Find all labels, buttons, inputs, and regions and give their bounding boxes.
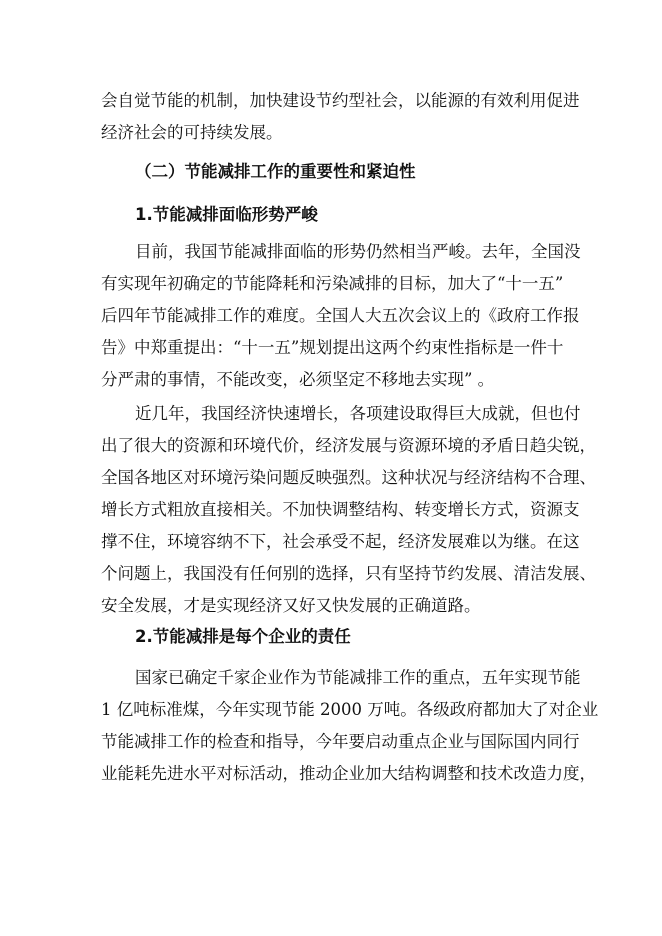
text-line: 有实现年初确定的节能降耗和污染减排的目标，加大了“十一五” bbox=[101, 274, 564, 293]
subheading-1-text: 1.节能减排面临形势严峻 bbox=[135, 205, 318, 224]
paragraph-1 bbox=[101, 236, 581, 396]
text-line: 1 亿吨标准煤，今年实现节能 2000 万吨。各级政府都加大了对企业 bbox=[101, 700, 599, 719]
text-line: 会自觉节能的机制，加快建设节约型社会，以能源的有效利用促进 bbox=[101, 91, 580, 110]
subheading-2-text: 2.节能减排是每个企业的责任 bbox=[135, 627, 351, 646]
text-line: 撑不住，环境容纳不下，社会承受不起，经济发展难以为继。在这 bbox=[101, 532, 580, 551]
text-line: 全国各地区对环境污染问题反映强烈。这种状况与经济结构不合理、 bbox=[101, 468, 596, 487]
text-line: 个问题上，我国没有任何别的选择，只有坚持节约发展、清洁发展、 bbox=[101, 564, 596, 583]
text-line: 业能耗先进水平对标活动，推动企业加大结构调整和技术改造力度， bbox=[101, 764, 596, 783]
text-line: 安全发展，才是实现经济又好又快发展的正确道路。 bbox=[101, 596, 481, 615]
section-heading-text: （二）节能减排工作的重要性和紧迫性 bbox=[135, 162, 416, 181]
text-line: 告》中郑重提出：“十一五”规划提出这两个约束性指标是一件十 bbox=[101, 338, 564, 357]
text-line: 分严肃的事情，不能改变，必须坚定不移地去实现” 。 bbox=[101, 370, 495, 389]
paragraph-2 bbox=[101, 398, 596, 622]
text-line: 后四年节能减排工作的难度。全国人大五次会议上的《政府工作报 bbox=[101, 306, 580, 325]
paragraph-3 bbox=[101, 662, 599, 790]
paragraph-continuation bbox=[101, 85, 580, 149]
subheading-1 bbox=[101, 199, 563, 231]
subheading-2 bbox=[101, 621, 563, 653]
text-line: 出了很大的资源和环境代价，经济发展与资源环境的矛盾日趋尖锐， bbox=[101, 436, 596, 455]
text-line: 增长方式粗放直接相关。不加快调整结构、转变增长方式，资源支 bbox=[101, 500, 580, 519]
section-heading bbox=[101, 156, 563, 188]
text-line: 近几年，我国经济快速增长，各项建设取得巨大成就，但也付 bbox=[135, 404, 581, 423]
text-line: 节能减排工作的检查和指导，今年要启动重点企业与国际国内同行 bbox=[101, 732, 580, 751]
text-line: 经济社会的可持续发展。 bbox=[101, 123, 283, 142]
text-line: 国家已确定千家企业作为节能减排工作的重点，五年实现节能 bbox=[135, 668, 581, 687]
text-line: 目前，我国节能减排面临的形势仍然相当严峻。去年，全国没 bbox=[135, 242, 581, 261]
